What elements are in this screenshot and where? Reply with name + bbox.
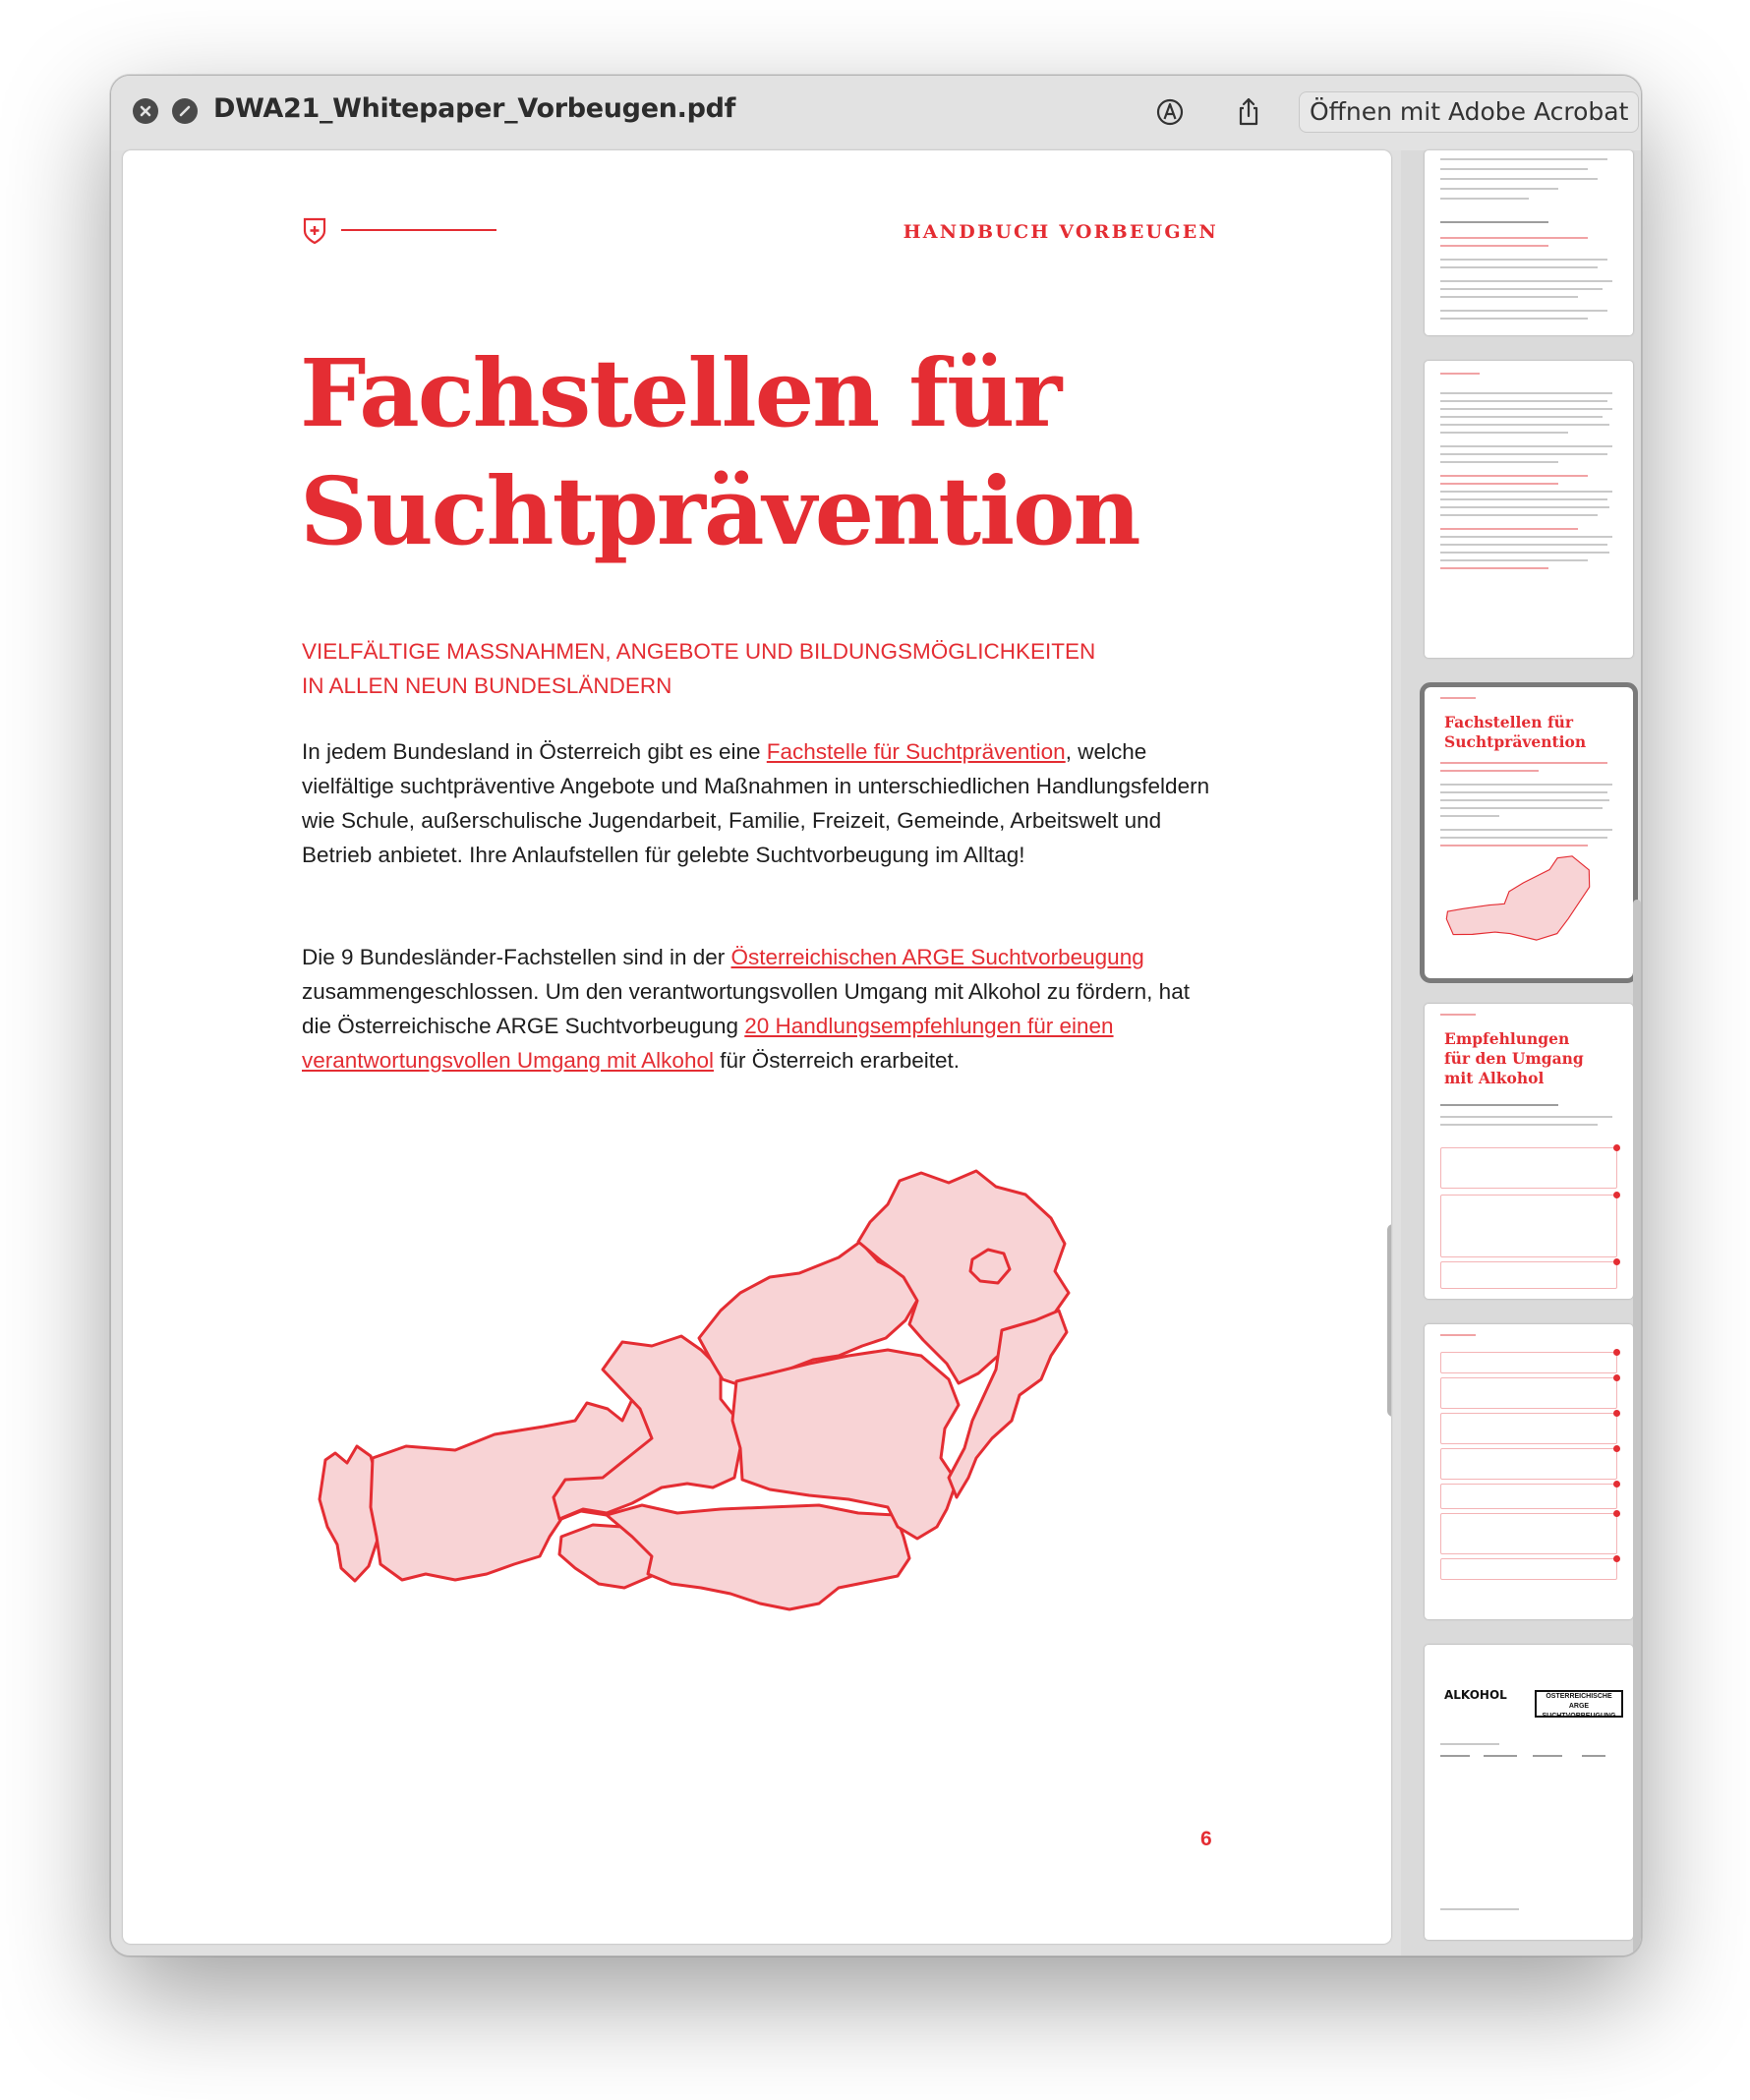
- thumbnail-page-8[interactable]: [1425, 1324, 1633, 1619]
- paragraph-2-text-c: für Österreich erarbeitet.: [713, 1048, 961, 1073]
- link-arge-suchtvorbeugung[interactable]: Österreichischen ARGE Suchtvorbeugung: [730, 945, 1144, 969]
- page-subtitle: [302, 634, 1187, 703]
- header-rule: [341, 229, 496, 231]
- subtitle-line2: IN ALLEN NEUN BUNDESLÄNDERN: [302, 673, 672, 698]
- close-icon[interactable]: [133, 98, 158, 124]
- thumbnail-page-4[interactable]: [1425, 150, 1633, 335]
- thumbnail-page-7[interactable]: [1425, 1004, 1633, 1299]
- thumbnail-7-title-line2: für den Umgang: [1444, 1049, 1584, 1068]
- pdf-page: [123, 150, 1391, 1944]
- thumbnail-page-5[interactable]: [1425, 361, 1633, 658]
- markup-icon[interactable]: [1153, 95, 1187, 129]
- paragraph-2: [302, 940, 1216, 1078]
- austria-map: [308, 1163, 1212, 1674]
- thumbnail-logo-arge-line1: ÖSTERREICHISCHE ARGE: [1546, 1693, 1612, 1710]
- link-handlungsempfehlungen[interactable]: 20 Handlungsempfehlungen für einen verantwortungsvollen Umgang mit Alkohol: [302, 1014, 1114, 1073]
- map-region-kaernten: [607, 1505, 909, 1609]
- thumbnail-map: [1444, 854, 1617, 953]
- thumbnail-6-title: [1444, 713, 1586, 752]
- title-bar: [111, 76, 1641, 150]
- page-title-line1: Fachstellen für: [300, 339, 1061, 448]
- document-title: DWA21_Whitepaper_Vorbeugen.pdf: [213, 93, 736, 124]
- document-scrollbar[interactable]: [1387, 1224, 1391, 1417]
- share-icon[interactable]: [1232, 95, 1265, 129]
- thumbnail-page-9[interactable]: [1425, 1645, 1633, 1940]
- page-title: [300, 335, 1139, 571]
- paragraph-1-text-b: , welche vielfältige suchtpräventive Angebote und Maßnahmen in unterschiedlichen Handlungsfeldern wie Schule, außerschulische Jugendarbeit, Familie, Freizeit, Gemeinde, Arbeitswelt und Betrieb anbietet. Ihre Anlaufstellen für gelebte Suchtvorbeugung im Alltag!: [302, 739, 1210, 867]
- map-region-vorarlberg: [320, 1446, 379, 1581]
- thumbnail-logo-arge: [1535, 1690, 1623, 1718]
- preview-window: [110, 75, 1642, 1956]
- page-number: 6: [1200, 1828, 1212, 1850]
- paragraph-1-text-a: In jedem Bundesland in Österreich gibt es eine: [302, 739, 767, 764]
- subtitle-line1: VIELFÄLTIGE MASSNAHMEN, ANGEBOTE UND BILDUNGSMÖGLICHKEITEN: [302, 639, 1096, 664]
- sidebar-scrollbar[interactable]: [1633, 900, 1641, 1956]
- thumbnail-7-title: [1444, 1029, 1584, 1088]
- paragraph-1: [302, 734, 1216, 872]
- paragraph-2-text-b: zusammengeschlossen. Um den verantwortungsvollen Umgang mit Alkohol zu fördern, hat die Österreichische ARGE Suchtvorbeugung: [302, 979, 1190, 1038]
- paragraph-2-text-a: Die 9 Bundesländer-Fachstellen sind in der: [302, 945, 731, 969]
- header-label: HANDBUCH VORBEUGEN: [903, 221, 1218, 243]
- thumbnail-sidebar: [1401, 150, 1641, 1955]
- open-with-acrobat-button[interactable]: Öffnen mit Adobe Acrobat: [1299, 91, 1639, 133]
- shield-icon: [303, 217, 326, 245]
- link-fachstelle[interactable]: Fachstelle für Suchtprävention: [766, 739, 1066, 764]
- thumbnail-7-title-line1: Empfehlungen: [1444, 1029, 1570, 1048]
- page-title-line2: Suchtprävention: [300, 457, 1139, 566]
- thumbnail-logo-alkohol: ALKOHOL: [1444, 1688, 1507, 1702]
- thumbnail-logo-arge-line2: SUCHTVORBEUGUNG: [1542, 1713, 1616, 1720]
- thumbnail-page-6[interactable]: [1425, 687, 1633, 978]
- thumbnail-7-title-line3: mit Alkohol: [1444, 1069, 1545, 1087]
- thumbnail-6-title-line2: Suchtprävention: [1444, 732, 1587, 751]
- thumbnail-6-title-line1: Fachstellen für: [1444, 713, 1574, 731]
- disable-icon[interactable]: [172, 98, 198, 124]
